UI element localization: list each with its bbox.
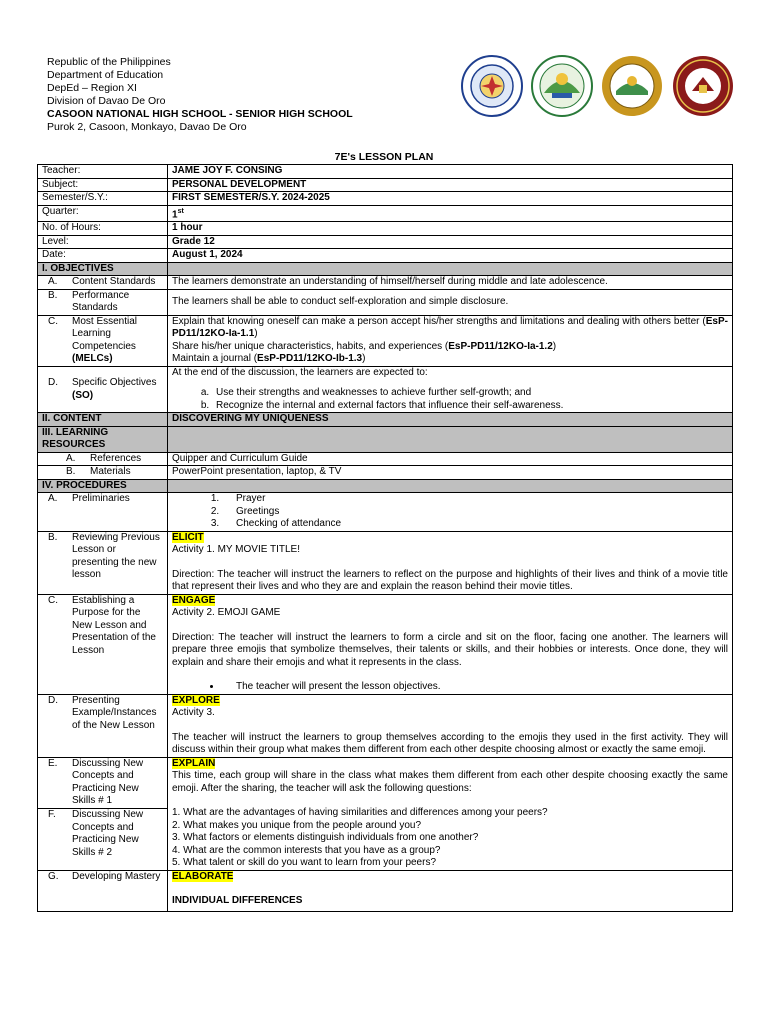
info-row-quarter	[38, 205, 733, 222]
list-item: • The teacher will present the lesson objectives.	[222, 681, 728, 694]
row-materials	[38, 466, 733, 480]
info-value: JAME JOY F. CONSING	[168, 165, 733, 179]
row-specific-objectives	[38, 366, 733, 413]
info-label: Subject:	[38, 178, 168, 192]
question-item: 1. What are the advantages of having similarities and differences among your peers?	[172, 807, 548, 819]
row-label: Specific Objectives	[72, 377, 157, 389]
row-label: Most Essential Learning Competencies	[72, 315, 138, 352]
phase-tag-elicit: ELICIT	[172, 531, 204, 543]
content-topic: DISCOVERING MY UNIQUENESS	[168, 413, 733, 427]
activity-direction: Direction: The teacher will instruct the learners to reflect on the purpose and highlights of their lives and think of a movie title that represent their lives and who they are and explain the reason behind their movie titles.	[172, 568, 728, 593]
list-item: a. Use their strengths and weaknesses to achieve further self-growth; and	[212, 387, 728, 400]
section-procedures	[38, 479, 733, 493]
info-value: August 1, 2024	[168, 249, 733, 263]
division-davao-de-oro-seal-icon	[600, 55, 664, 117]
materials-text: PowerPoint presentation, laptop, & TV	[168, 466, 733, 480]
row-reviewing	[38, 531, 733, 594]
info-label: No. of Hours:	[38, 222, 168, 236]
row-performance-standards	[38, 289, 733, 315]
explain-text: This time, each group will share in the class what makes them different from each other despite choosing exactly the same emoji. After the sharing, the teacher will ask the following questions:	[172, 770, 728, 794]
melcs-text	[168, 315, 733, 366]
row-letter: E.	[48, 757, 58, 769]
row-melcs	[38, 315, 733, 366]
row-letter: B.	[66, 466, 76, 478]
row-label: References	[90, 452, 142, 464]
row-letter: A.	[66, 452, 76, 464]
lesson-plan-title: 7E's LESSON PLAN	[334, 151, 434, 163]
melc-code-2: EsP-PD11/12KO-Ia-1.2	[448, 340, 553, 352]
row-letter: B.	[48, 531, 58, 543]
section-objectives	[38, 262, 733, 276]
quarter-number: 1	[172, 208, 178, 220]
melc-paren: )	[552, 340, 557, 352]
header-line-republic: Republic of the Philippines	[47, 56, 171, 68]
header-school-name: CASOON NATIONAL HIGH SCHOOL - SENIOR HIGH SCHOOL	[47, 108, 353, 120]
phase-tag-explore: EXPLORE	[172, 694, 220, 706]
info-row-teacher	[38, 165, 733, 179]
references-text: Quipper and Curriculum Guide	[168, 452, 733, 466]
info-label: Teacher:	[38, 165, 168, 179]
phase-tag-explain: EXPLAIN	[172, 757, 216, 769]
activity-title: Activity 2. EMOJI GAME	[172, 607, 281, 619]
row-preliminaries	[38, 493, 733, 532]
melc-2: Share his/her unique characteristics, habits, and experiences (	[172, 340, 449, 352]
phase-tag-elaborate: ELABORATE	[172, 870, 234, 882]
section-learning-resources	[38, 426, 733, 452]
activity-direction: The teacher will instruct the learners to group themselves according to the emojis they used in the first activity. They will discuss within their group what makes them different from each other despite choosing almost or exactly the same emoji.	[172, 731, 728, 756]
content-standards-text: The learners demonstrate an understanding of himself/herself during middle and late adolescence.	[168, 276, 733, 290]
row-label: Presenting Example/Instances of the New Lesson	[72, 694, 157, 731]
question-item: 5. What talent or skill do you want to learn from your peers?	[172, 857, 437, 869]
row-content-standards	[38, 276, 733, 290]
row-label: Discussing New Concepts and Practicing New Skills # 2	[72, 809, 144, 858]
info-row-subject	[38, 178, 733, 192]
melc-paren: )	[254, 328, 258, 340]
row-label: Materials	[90, 466, 131, 478]
melc-code-1: EsP-PD11/12KO-Ia-1.1	[172, 315, 728, 340]
info-value: 1 hour	[168, 222, 733, 236]
melc-paren: )	[362, 353, 366, 365]
info-row-level	[38, 235, 733, 249]
info-row-semester	[38, 192, 733, 206]
info-label: Level:	[38, 235, 168, 249]
row-letter: A.	[48, 276, 58, 288]
info-label: Quarter:	[38, 205, 168, 222]
row-label: Establishing a Purpose for the New Lesson and Presentation of the Lesson	[72, 594, 156, 656]
row-label: Preliminaries	[72, 493, 130, 505]
row-label: Discussing New Concepts and Practicing New Skills # 1	[72, 757, 144, 807]
header-line-division: Division of Davao De Oro	[47, 95, 166, 107]
casoon-nhs-seal-icon	[670, 55, 736, 117]
info-value: FIRST SEMESTER/S.Y. 2024-2025	[168, 192, 733, 206]
info-row-date	[38, 249, 733, 263]
phase-tag-engage: ENGAGE	[172, 594, 216, 606]
row-letter: B.	[48, 289, 58, 301]
header-line-department: Department of Education	[47, 69, 164, 81]
info-value	[168, 205, 733, 222]
activity-direction: Direction: The teacher will instruct the learners to form a circle and sit on the floor, facing one another. The learners will prepare three emojis that symbolize themselves, their talents or skills, and their hobbies or interests. Once done, they will explain and share their emojis and what it represents in the class.	[172, 631, 728, 668]
question-item: 3. What factors or elements distinguish individuals from one another?	[172, 832, 479, 844]
row-presenting-examples	[38, 694, 733, 757]
melc-code-3: EsP-PD11/12KO-Ib-1.3	[257, 353, 363, 365]
row-references	[38, 452, 733, 466]
so-intro: At the end of the discussion, the learners are expected to:	[172, 366, 428, 378]
row-letter: G.	[48, 870, 59, 882]
lesson-plan-table	[37, 164, 733, 912]
header-address: Purok 2, Casoon, Monkayo, Davao De Oro	[47, 121, 247, 133]
section-heading: IV. PROCEDURES	[38, 479, 168, 493]
info-value: PERSONAL DEVELOPMENT	[168, 178, 733, 192]
list-item: 1. Prayer	[222, 493, 728, 506]
row-letter: F.	[48, 809, 56, 821]
row-label: Content Standards	[72, 276, 156, 288]
row-letter: D.	[48, 377, 58, 389]
row-discussing-concepts-1	[38, 757, 733, 808]
list-item: 3. Checking of attendance	[222, 518, 728, 531]
preliminaries-list	[172, 493, 728, 531]
question-item: 4. What are the common interests that you have as a group?	[172, 844, 441, 856]
melc-1: Explain that knowing oneself can make a person accept his/her strengths and limitations and dealing with others better (	[172, 315, 706, 327]
row-developing-mastery	[38, 870, 733, 911]
section-heading: I. OBJECTIVES	[38, 262, 168, 276]
list-item: 2. Greetings	[222, 506, 728, 519]
row-letter: C.	[48, 315, 58, 327]
section-content	[38, 413, 733, 427]
performance-standards-text: The learners shall be able to conduct self-exploration and simple disclosure.	[168, 289, 733, 315]
section-heading: II. CONTENT	[38, 413, 168, 427]
seals-row	[460, 55, 740, 117]
deped-region-xi-seal-icon	[530, 55, 594, 117]
row-label: Developing Mastery	[72, 870, 161, 882]
school-header	[47, 56, 353, 134]
activity-title: Activity 1. MY MOVIE TITLE!	[172, 544, 300, 556]
row-letter: C.	[48, 594, 58, 606]
header-line-region: DepEd – Region XI	[47, 82, 137, 94]
elaborate-title: INDIVIDUAL DIFFERENCES	[172, 895, 303, 907]
list-item: b. Recognize the internal and external factors that influence their self-awareness.	[212, 400, 728, 413]
info-label: Semester/S.Y.:	[38, 192, 168, 206]
melc-3: Maintain a journal (	[172, 353, 258, 365]
row-label: Reviewing Previous Lesson or presenting the new lesson	[72, 531, 160, 581]
so-list	[172, 387, 728, 412]
specific-objectives-text	[168, 366, 733, 413]
quarter-suffix: st	[177, 207, 184, 215]
row-letter: D.	[48, 694, 58, 706]
row-letter: A.	[48, 493, 58, 505]
so-abbrev: (SO)	[72, 389, 94, 401]
engage-bullets	[172, 681, 728, 694]
info-row-hours	[38, 222, 733, 236]
activity-title: Activity 3.	[172, 707, 215, 719]
section-heading: III. LEARNING RESOURCES	[38, 426, 168, 452]
row-establishing-purpose	[38, 594, 733, 694]
info-label: Date:	[38, 249, 168, 263]
info-value: Grade 12	[168, 235, 733, 249]
deped-kagawaran-seal-icon	[460, 55, 524, 117]
question-item: 2. What makes you unique from the people around you?	[172, 819, 422, 831]
melcs-abbrev: (MELCs)	[72, 353, 113, 365]
row-label: Performance Standards	[72, 289, 130, 314]
